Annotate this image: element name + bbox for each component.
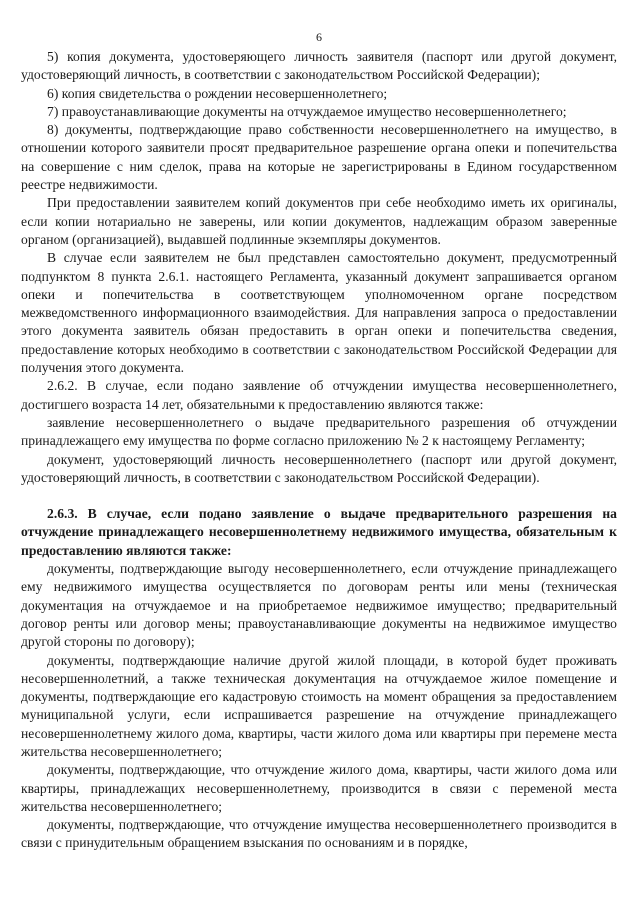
copies-originals-paragraph: При предоставлении заявителем копий документов при себе необходимо иметь их оригиналы, если копии нотариально не заверены, или копии документов, надлежащим образом заверенные органом (организацией), выдавшей подлинные экземпляры документов.	[21, 195, 617, 247]
item-8-ownership-documents: 8) документы, подтверждающие право собственности несовершеннолетнего на имущество, в отношении которого заявители просят предварительное разрешение органа опеки и попечительства на совершение с ним сделок, права на которые не зарегистрированы в Едином государственном реестре недвижимости.	[21, 122, 617, 193]
item-5-passport-copy: 5) копия документа, удостоверяющего личность заявителя (паспорт или другой документ, удостоверяющий личность, в соответствии с законодательством Российской Федерации);	[21, 49, 617, 83]
page-number: 6	[316, 30, 322, 44]
minor-application-paragraph: заявление несовершеннолетнего о выдаче предварительного разрешения об отчуждении принадлежащего ему имущества по форме согласно приложению № 2 к настоящему Регламенту;	[21, 414, 617, 449]
section-spacer	[21, 487, 617, 505]
minor-identity-document-paragraph: документ, удостоверяющий личность несовершеннолетнего (паспорт или другой документ, удостоверяющий личность, в соответствии с законодательством Российской Федерации).	[21, 451, 617, 485]
item-6-birth-certificate: 6) копия свидетельства о рождении несовершеннолетнего;	[47, 85, 388, 101]
item-7-title-documents: 7) правоустанавливающие документы на отчуждаемое имущество несовершеннолетнего;	[47, 103, 567, 119]
enforced-recovery-paragraph: документы, подтверждающие, что отчуждение имущества несовершеннолетнего производится в связи с принудительным обращением взыскания по основаниям и в порядке,	[21, 817, 617, 851]
benefit-documents-paragraph: документы, подтверждающие выгоду несовершеннолетнего, если отчуждение принадлежащего ему недвижимого имущества осуществляется по договорам ренты или мены (техническая документация на отчуждаемое и на приобретаемое недвижимое имущество; предварительный договор ренты или договор мены; правоустанавливающие документы на недвижимое имущество другой стороны по договору);	[21, 561, 617, 650]
interagency-request-paragraph: В случае если заявителем не был представлен самостоятельно документ, предусмотренный подпунктом 8 пункта 2.6.1. настоящего Регламента, указанный документ запрашивается органом опеки и попечительства в соответствующем уполномоченном органе посредством межведомственного информационного взаимодействия. Для направления запроса о предоставлении этого документа заявитель обязан предоставить в орган опеки и попечительства сведения, предоставление которых необходимо в соответствии с законодательством Российской Федерации для получения этого документа.	[21, 250, 617, 376]
section-2-6-3-heading: 2.6.3. В случае, если подано заявление о выдаче предварительного разрешения на отчуждение принадлежащего несовершеннолетнему недвижимого имущества, обязательным к предоставлению являются также:	[21, 506, 617, 558]
residence-change-paragraph: документы, подтверждающие, что отчуждение жилого дома, квартиры, части жилого дома или квартиры, принадлежащих несовершеннолетнему, производится в связи с переменой места жительства несовершеннолетнего;	[21, 762, 617, 814]
section-2-6-2-paragraph: 2.6.2. В случае, если подано заявление об отчуждении имущества несовершеннолетнего, достигшего возраста 14 лет, обязательными к предоставлению являются также:	[21, 378, 617, 412]
other-living-space-paragraph: документы, подтверждающие наличие другой жилой площади, в которой будет проживать несовершеннолетний, а также техническая документация на отчуждаемое жилое помещение и документы, подтверждающие его кадастровую стоимость на момент обращения за предоставлением муниципальной услуги, если испрашивается разрешение на отчуждение принадлежащего несовершеннолетнему жилого дома, квартиры, части жилого дома или квартиры при перемене места жительства несовершеннолетнего;	[21, 652, 617, 759]
